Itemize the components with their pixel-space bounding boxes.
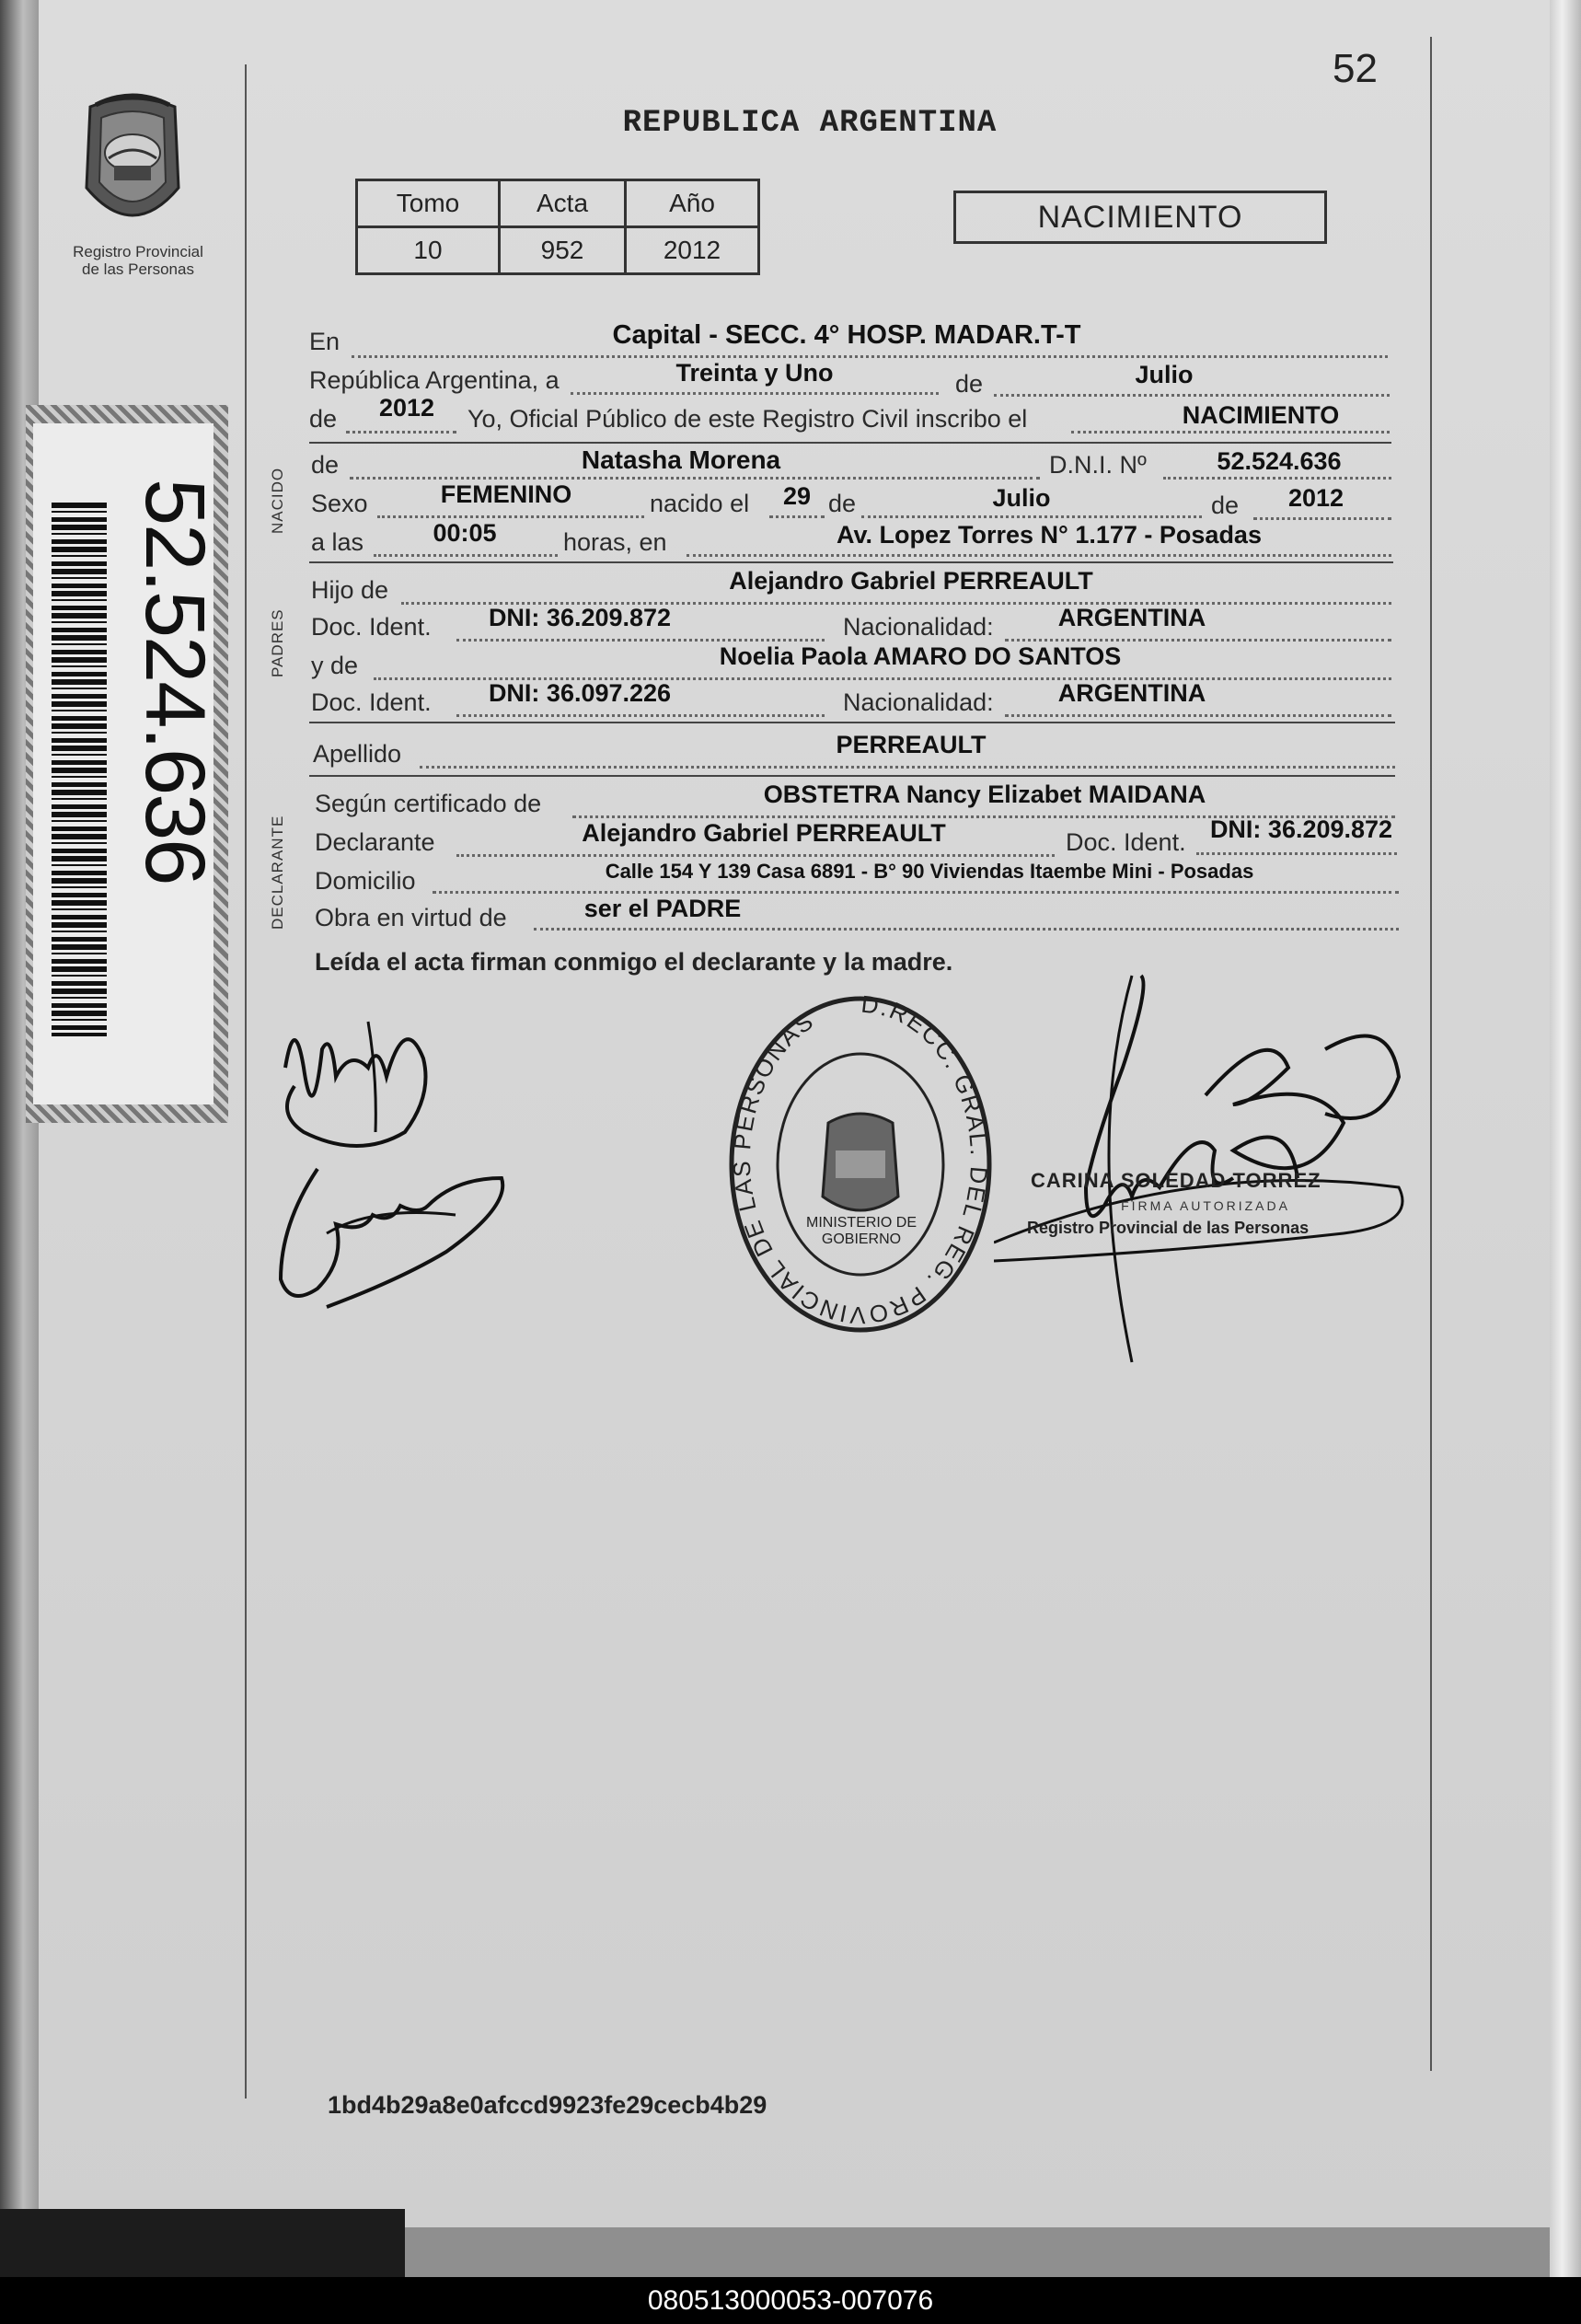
dotted-line — [456, 639, 825, 642]
value-madre: Noelia Paola AMARO DO SANTOS — [719, 642, 1122, 670]
dotted-line — [1253, 517, 1391, 520]
section-label-declarante: DECLARANTE — [269, 815, 286, 930]
sticker-label — [33, 423, 222, 1104]
dotted-line — [769, 515, 825, 518]
table-value-tomo: 10 — [357, 227, 500, 274]
document-title: REPUBLICA ARGENTINA — [622, 106, 998, 141]
value-padre-dni: DNI: 36.209.872 — [488, 604, 672, 631]
value-obra: ser el PADRE — [583, 895, 742, 922]
record-type-box: NACIMIENTO — [953, 191, 1327, 244]
value-lugar: Capital - SECC. 4° HOSP. MADAR.T-T — [612, 320, 1081, 350]
dotted-line — [346, 431, 456, 434]
value-domicilio: Calle 154 Y 139 Casa 6891 - B° 90 Viviendas Itaembe Mini - Posadas — [605, 860, 1254, 883]
dotted-line — [1005, 639, 1391, 642]
value-lugar-nac: Av. Lopez Torres N° 1.177 - Posadas — [837, 521, 1262, 549]
value-hora: 00:05 — [433, 519, 497, 547]
label-dni: D.N.I. Nº — [1049, 451, 1147, 479]
table-header-acta: Acta — [500, 180, 626, 227]
page-edge — [1550, 0, 1581, 2277]
label-declarante: Declarante — [315, 828, 435, 856]
label-horas-en: horas, en — [563, 528, 667, 556]
table-value-acta: 952 — [500, 227, 626, 274]
dotted-line — [861, 515, 1202, 518]
dotted-line — [1005, 714, 1391, 717]
value-dia-nac: 29 — [782, 482, 812, 510]
dotted-line — [433, 891, 1399, 894]
value-dni: 52.524.636 — [1217, 447, 1342, 475]
value-anio: 2012 — [378, 394, 435, 422]
label-nacido-el: nacido el — [650, 490, 750, 517]
label-obra: Obra en virtud de — [315, 904, 507, 931]
value-nombre: Natasha Morena — [581, 445, 781, 474]
value-declarante: Alejandro Gabriel PERREAULT — [582, 819, 946, 847]
official-signature — [994, 957, 1417, 1371]
document-hash: 1bd4b29a8e0afccd9923fe29cecb4b29 — [328, 2091, 767, 2119]
section-divider — [309, 561, 1393, 563]
table-value-anio: 2012 — [626, 227, 759, 274]
value-padre-nacionalidad: ARGENTINA — [1057, 604, 1206, 631]
value-apellido: PERREAULT — [836, 731, 987, 758]
dotted-line — [377, 515, 644, 518]
dotted-line — [420, 766, 1395, 769]
label-hijo-de: Hijo de — [311, 576, 389, 604]
logo-caption-line1: Registro Provincial — [73, 243, 203, 260]
dotted-line — [1163, 477, 1391, 480]
dotted-line — [352, 355, 1388, 358]
official-name: CARINA SOLEDAD TORREZ — [1031, 1169, 1321, 1192]
value-mes-nac: Julio — [992, 484, 1051, 512]
mother-signature — [262, 1150, 520, 1325]
label-de-nombre: de — [311, 451, 340, 479]
closing-statement: Leída el acta firman conmigo el declarante y la madre. — [315, 948, 953, 976]
section-label-padres: PADRES — [269, 608, 286, 677]
value-tipo: NACIMIENTO — [1182, 401, 1340, 429]
registry-emblem-logo — [72, 87, 193, 239]
label-de-mes-nac: de — [828, 490, 857, 517]
label-y-de: y de — [311, 652, 359, 679]
barcode-icon — [52, 503, 107, 1036]
official-stamp — [718, 985, 1003, 1344]
scan-shadow — [0, 2209, 405, 2277]
label-doc-ident-padre: Doc. Ident. — [311, 613, 432, 641]
book-binding — [0, 0, 39, 2277]
label-yo-oficial: Yo, Oficial Público de este Registro Civil inscribo el — [467, 405, 1028, 433]
label-de-anio-nac: de — [1211, 491, 1240, 519]
dotted-line — [456, 714, 825, 717]
section-divider — [309, 722, 1395, 723]
dotted-line — [1071, 431, 1390, 434]
label-doc-ident-declarante: Doc. Ident. — [1066, 828, 1186, 856]
value-madre-dni: DNI: 36.097.226 — [488, 679, 672, 707]
section-divider — [309, 775, 1395, 777]
label-nacionalidad-padre: Nacionalidad: — [843, 613, 994, 641]
stamp-outer-text: D.RECC. GRAL. DEL REG. PROVINCIAL DE LAS PERSONAS — [727, 989, 994, 1330]
value-sexo: FEMENINO — [440, 480, 572, 508]
label-doc-ident-madre: Doc. Ident. — [311, 688, 432, 716]
dotted-line — [571, 392, 939, 395]
registry-table — [355, 179, 760, 275]
sticker-number: 52.524.636 — [128, 479, 222, 885]
value-mes: Julio — [1135, 361, 1194, 388]
label-apellido: Apellido — [313, 740, 402, 768]
dotted-line — [1196, 852, 1397, 855]
value-madre-nacionalidad: ARGENTINA — [1057, 679, 1206, 707]
section-divider — [309, 442, 1391, 444]
dotted-line — [374, 554, 558, 557]
label-nacionalidad-madre: Nacionalidad: — [843, 688, 994, 716]
official-role: FIRMA AUTORIZADA — [1121, 1198, 1290, 1213]
table-header-tomo: Tomo — [357, 180, 500, 227]
stamp-inner-text: MINISTERIO DE GOBIERNO — [805, 1215, 917, 1247]
label-segun: Según certificado de — [315, 790, 542, 817]
label-sexo: Sexo — [311, 490, 368, 517]
label-republica: República Argentina, a — [309, 366, 560, 394]
page-number: 52 — [1333, 46, 1378, 91]
dotted-line — [456, 854, 1055, 857]
dotted-line — [534, 928, 1399, 931]
value-certificado: OBSTETRA Nancy Elizabet MAIDANA — [763, 780, 1206, 808]
label-domicilio: Domicilio — [315, 867, 416, 895]
label-en: En — [309, 328, 340, 355]
barcode-sticker — [26, 405, 228, 1123]
right-frame-line — [1430, 37, 1432, 2071]
label-de-anio: de — [309, 405, 338, 433]
dotted-line — [350, 477, 1040, 480]
official-office: Registro Provincial de las Personas — [1027, 1219, 1310, 1237]
logo-caption-line2: de las Personas — [82, 260, 194, 278]
label-de-mes: de — [955, 370, 984, 398]
scan-footer-id: 080513000053-007076 — [0, 2277, 1581, 2324]
left-frame-line — [245, 64, 247, 2099]
value-padre: Alejandro Gabriel PERREAULT — [729, 567, 1093, 595]
value-declarante-dni: DNI: 36.209.872 — [1209, 815, 1393, 843]
table-header-anio: Año — [626, 180, 759, 227]
dotted-line — [687, 554, 1391, 557]
value-dia: Treinta y Uno — [675, 359, 834, 387]
dotted-line — [994, 394, 1390, 397]
value-anio-nac: 2012 — [1287, 484, 1344, 512]
logo-caption — [55, 243, 221, 278]
section-label-nacido: NACIDO — [269, 467, 286, 534]
label-a-las: a las — [311, 528, 364, 556]
